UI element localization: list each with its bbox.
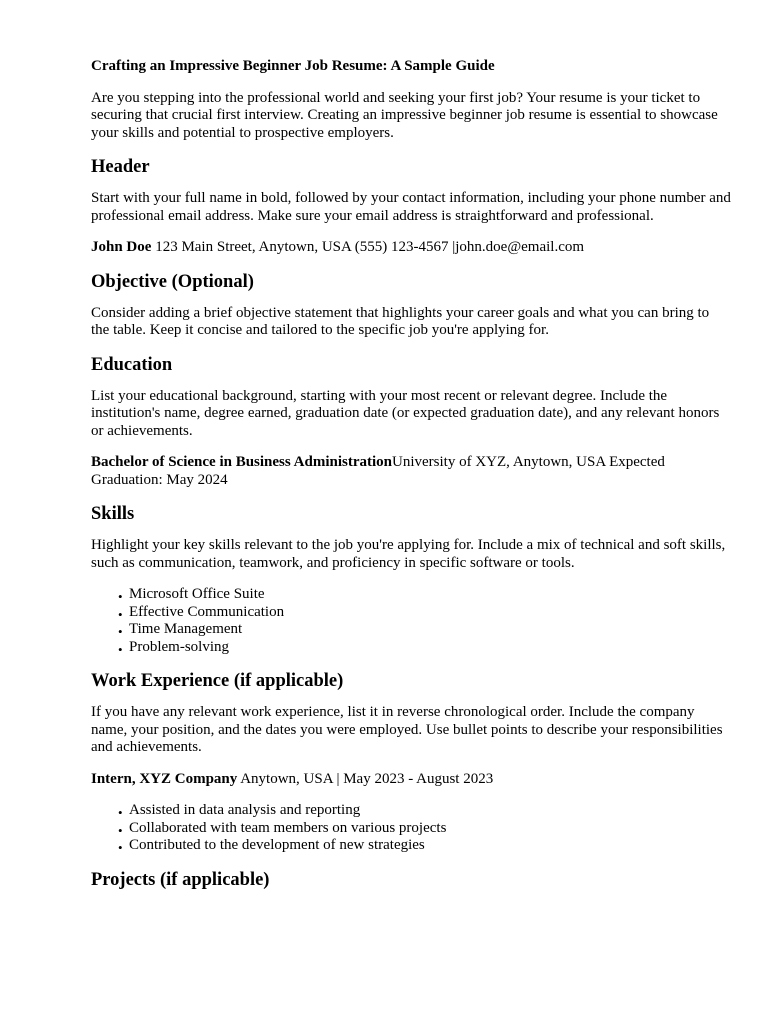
example-work-details: Anytown, USA | May 2023 - August 2023 xyxy=(237,770,494,787)
header-section-paragraph: Start with your full name in bold, followed by your contact information, including your phone number and professional email address. Make sure your email address is straightforward and professional. xyxy=(91,190,731,224)
example-name: John Doe xyxy=(91,239,152,255)
list-item: • Assisted in data analysis and reporting xyxy=(129,802,731,820)
list-item: • Effective Communication xyxy=(129,604,731,622)
intro-paragraph: Are you stepping into the professional world and seeking your first job? Your resume is your ticket to securing that crucial first interview. Creating an impressive beginner job resume is essential to showcase your skills and potential to prospective employers. xyxy=(91,89,718,141)
education-section-heading: Education xyxy=(91,354,173,375)
skills-list xyxy=(91,586,731,656)
document-title: Crafting an Impressive Beginner Job Resume: A Sample Guide xyxy=(91,58,495,74)
example-education-details: University of XYZ, Anytown, USA Expected Graduation: May 2024 xyxy=(91,454,665,488)
example-degree: Bachelor of Science in Business Administration xyxy=(91,454,392,470)
header-section-heading: Header xyxy=(91,157,150,177)
document-page xyxy=(91,58,731,903)
skills-section-paragraph: Highlight your key skills relevant to the job you're applying for. Include a mix of technical and soft skills, such as communication, teamwork, and proficiency in specific software or tools. xyxy=(91,537,726,571)
objective-section-paragraph: Consider adding a brief objective statement that highlights your career goals and what you can bring to the table. Keep it concise and tailored to the specific job you're applying for. xyxy=(91,304,710,338)
header-example xyxy=(91,239,731,257)
work-responsibilities-list xyxy=(91,802,731,855)
education-example xyxy=(91,454,731,489)
work-example xyxy=(91,771,731,789)
list-item: • Microsoft Office Suite xyxy=(129,586,731,604)
objective-section-heading: Objective (Optional) xyxy=(91,271,254,292)
list-item: • Contributed to the development of new strategies xyxy=(129,837,731,855)
example-role: Intern, XYZ Company xyxy=(91,770,238,787)
list-item: • Time Management xyxy=(129,621,731,639)
list-item: • Collaborated with team members on various projects xyxy=(129,820,731,838)
projects-section-heading: Projects (if applicable) xyxy=(91,869,270,890)
work-section-paragraph: If you have any relevant work experience, list it in reverse chronological order. Include the company name, your position, and the dates you were employed. Use bullet points to describe your responsibilities and achievements. xyxy=(91,704,723,755)
work-section-heading: Work Experience (if applicable) xyxy=(91,671,344,691)
education-section-paragraph: List your educational background, starting with your most recent or relevant degree. Include the institution's name, degree earned, graduation date (or expected graduation date), and any relevant honors or achievements. xyxy=(91,387,720,439)
example-contact: 123 Main Street, Anytown, USA (555) 123-4567 |john.doe@email.com xyxy=(151,239,585,255)
skills-section-heading: Skills xyxy=(91,504,135,524)
list-item: • Problem-solving xyxy=(129,639,731,657)
